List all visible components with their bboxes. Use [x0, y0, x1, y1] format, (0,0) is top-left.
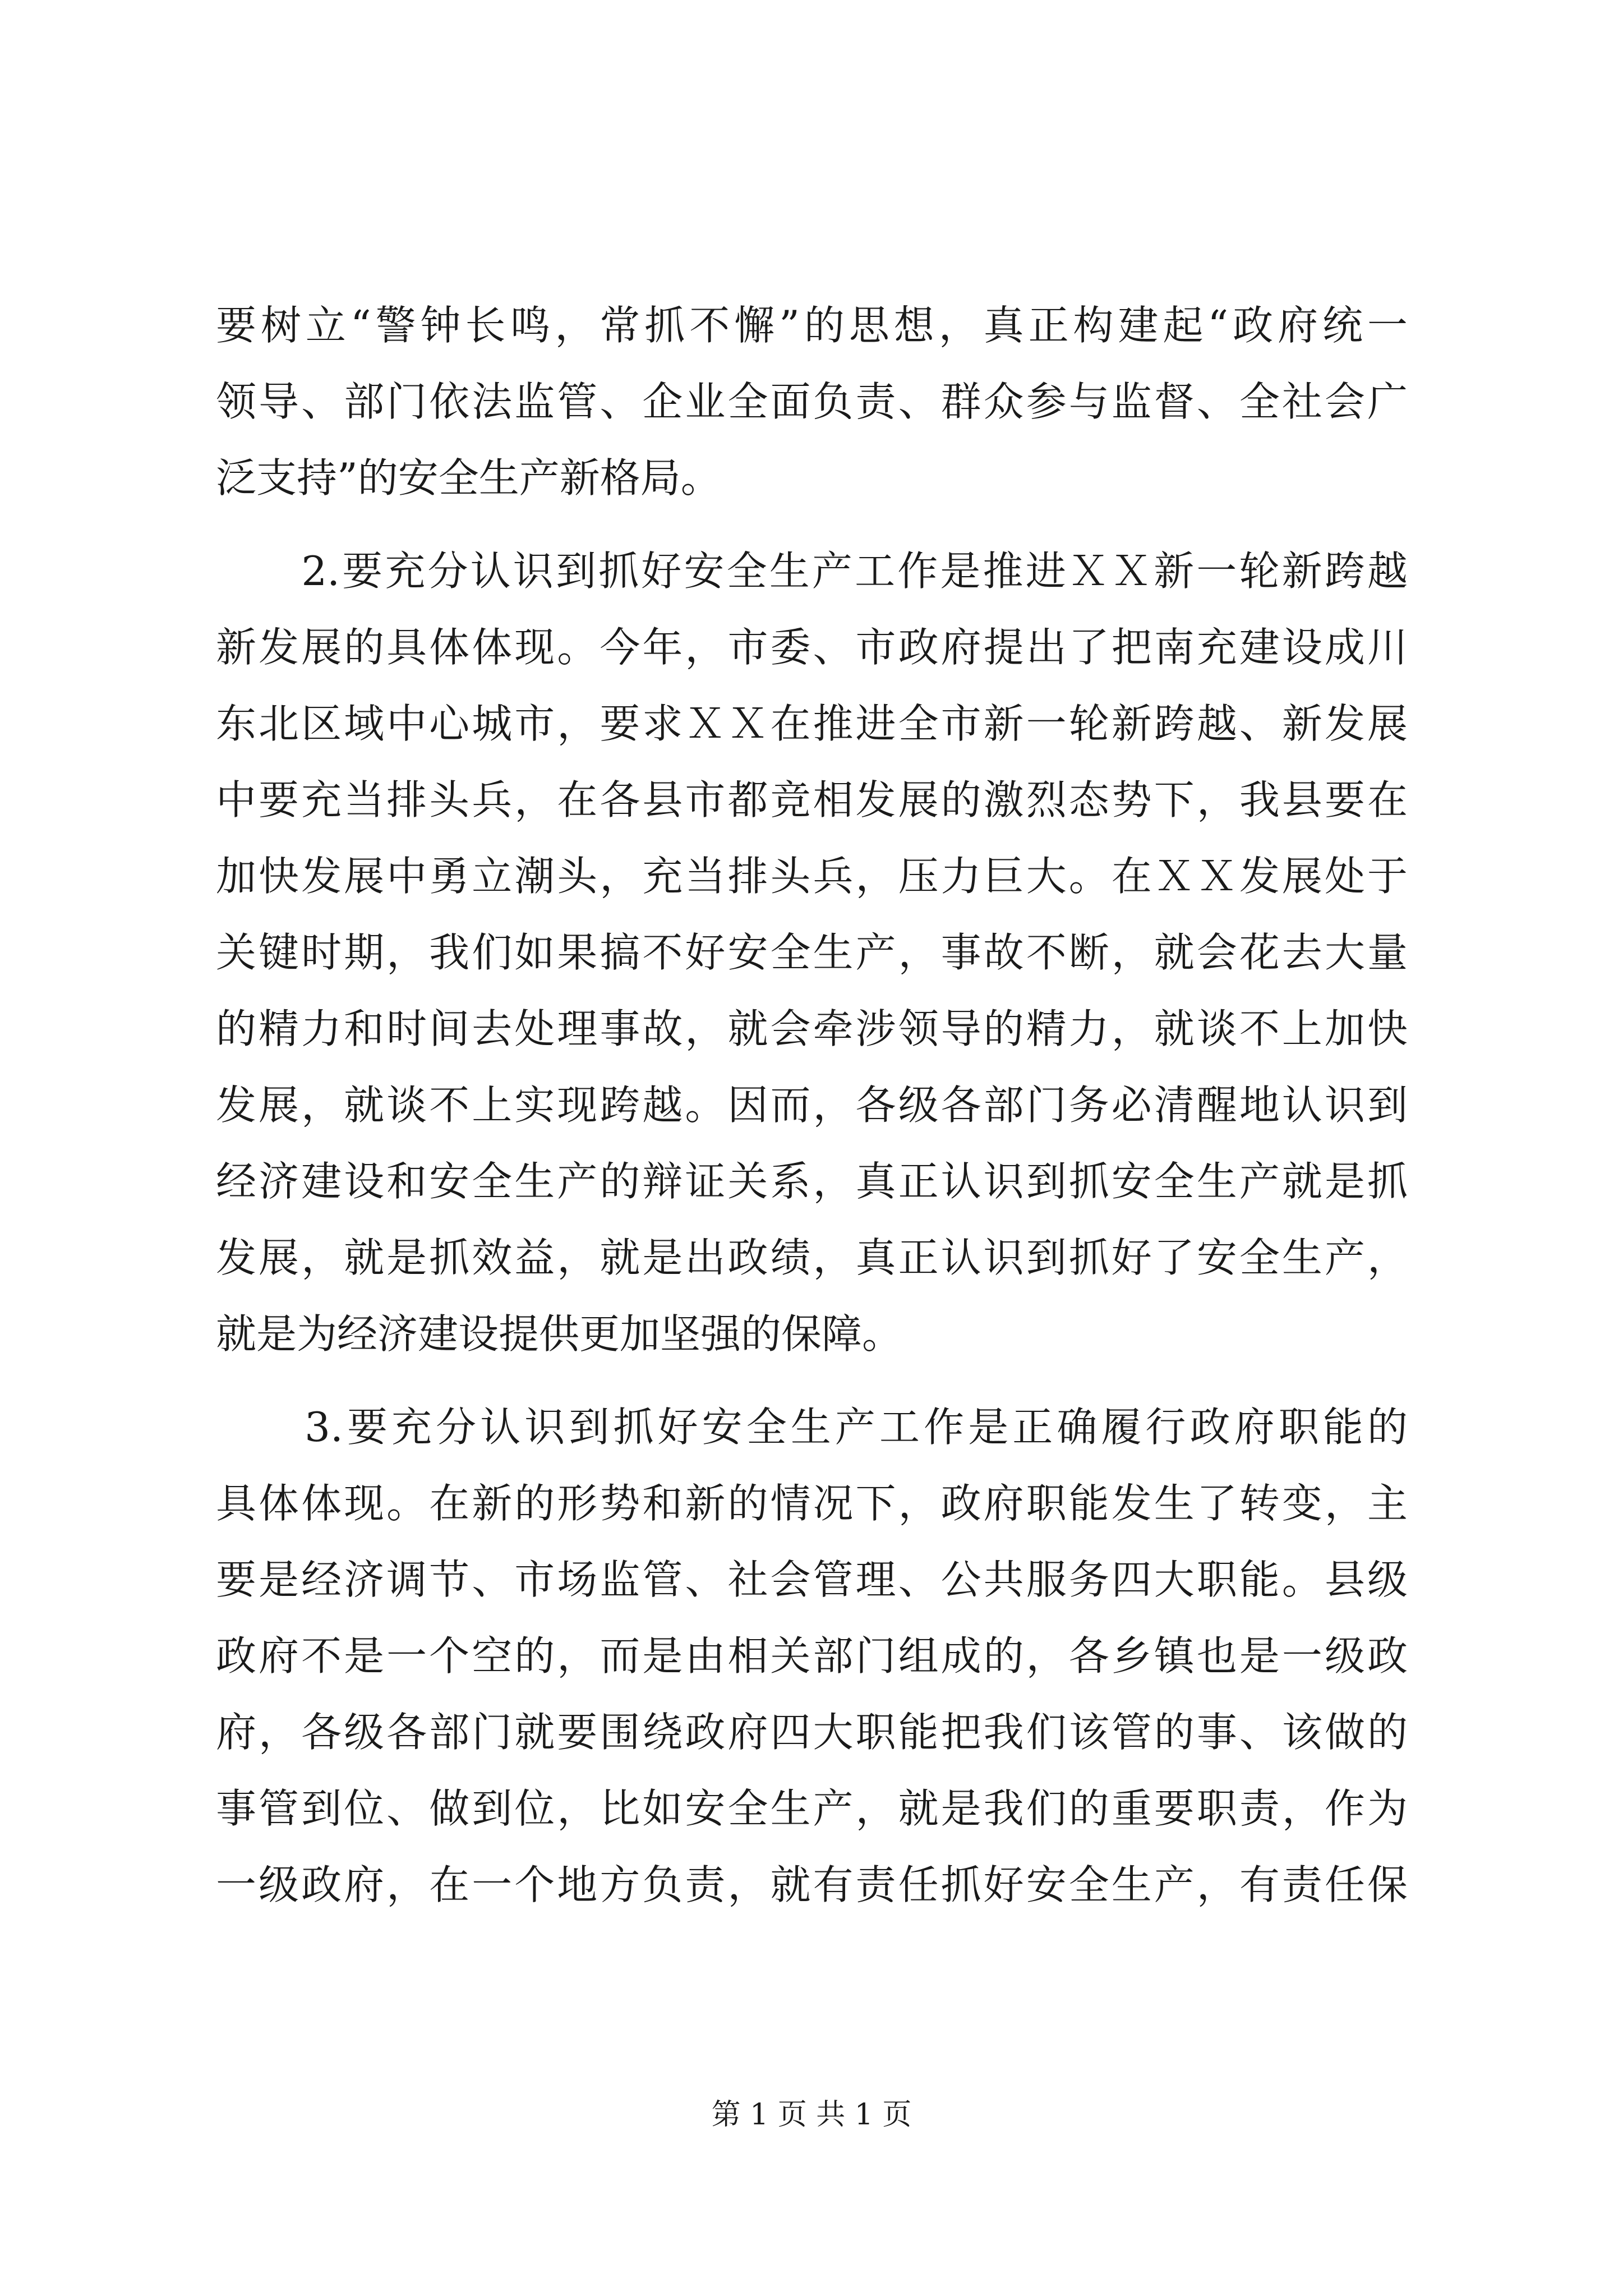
text-line: 具体体现。在新的形势和新的情况下，政府职能发生了转变，主 — [216, 1480, 1408, 1527]
text-line: 中要充当排头兵，在各县市都竞相发展的激烈态势下，我县要在 — [216, 776, 1408, 823]
paragraph-2-start: 2.要充分认识到抓好安全生产工作是推进ＸＸ新一轮新跨越 — [216, 547, 1408, 595]
text-line: 泛支持”的安全生产新格局。 — [216, 454, 721, 501]
text-line: 新发展的具体体现。今年，市委、市政府提出了把南充建设成川 — [216, 624, 1408, 671]
text-line: 发展，就谈不上实现跨越。因而，各级各部门务必清醒地认识到 — [216, 1082, 1408, 1129]
text-line: 要是经济调节、市场监管、社会管理、公共服务四大职能。县级 — [216, 1556, 1408, 1603]
text-line: 要树立“警钟长鸣，常抓不懈”的思想，真正构建起“政府统一 — [216, 302, 1408, 349]
document-body — [216, 287, 1408, 1923]
text-line: 东北区域中心城市，要求ＸＸ在推进全市新一轮新跨越、新发展 — [216, 700, 1408, 747]
text-line: 府，各级各部门就要围绕政府四大职能把我们该管的事、该做的 — [216, 1709, 1408, 1756]
text-line: 一级政府，在一个地方负责，就有责任抓好安全生产，有责任保 — [216, 1861, 1408, 1908]
text-line: 发展，就是抓效益，就是出政绩，真正认识到抓好了安全生产， — [216, 1234, 1408, 1281]
page-number-footer: 第 1 页 共 1 页 — [711, 2098, 912, 2132]
text-line: 就是为经济建设提供更加坚强的保障。 — [216, 1310, 903, 1358]
text-line: 关键时期，我们如果搞不好安全生产，事故不断，就会花去大量 — [216, 929, 1408, 976]
text-line: 的精力和时间去处理事故，就会牵涉领导的精力，就谈不上加快 — [216, 1005, 1408, 1052]
text-line: 领导、部门依法监管、企业全面负责、群众参与监督、全社会广 — [216, 378, 1408, 425]
text-line: 经济建设和安全生产的辩证关系，真正认识到抓安全生产就是抓 — [216, 1158, 1408, 1205]
text-line: 政府不是一个空的，而是由相关部门组成的，各乡镇也是一级政 — [216, 1632, 1408, 1680]
text-line: 事管到位、做到位，比如安全生产，就是我们的重要职责，作为 — [216, 1785, 1408, 1832]
text-line: 加快发展中勇立潮头，充当排头兵，压力巨大。在ＸＸ发展处于 — [216, 853, 1408, 900]
paragraph-3-start: 3.要充分认识到抓好安全生产工作是正确履行政府职能的 — [216, 1404, 1408, 1451]
